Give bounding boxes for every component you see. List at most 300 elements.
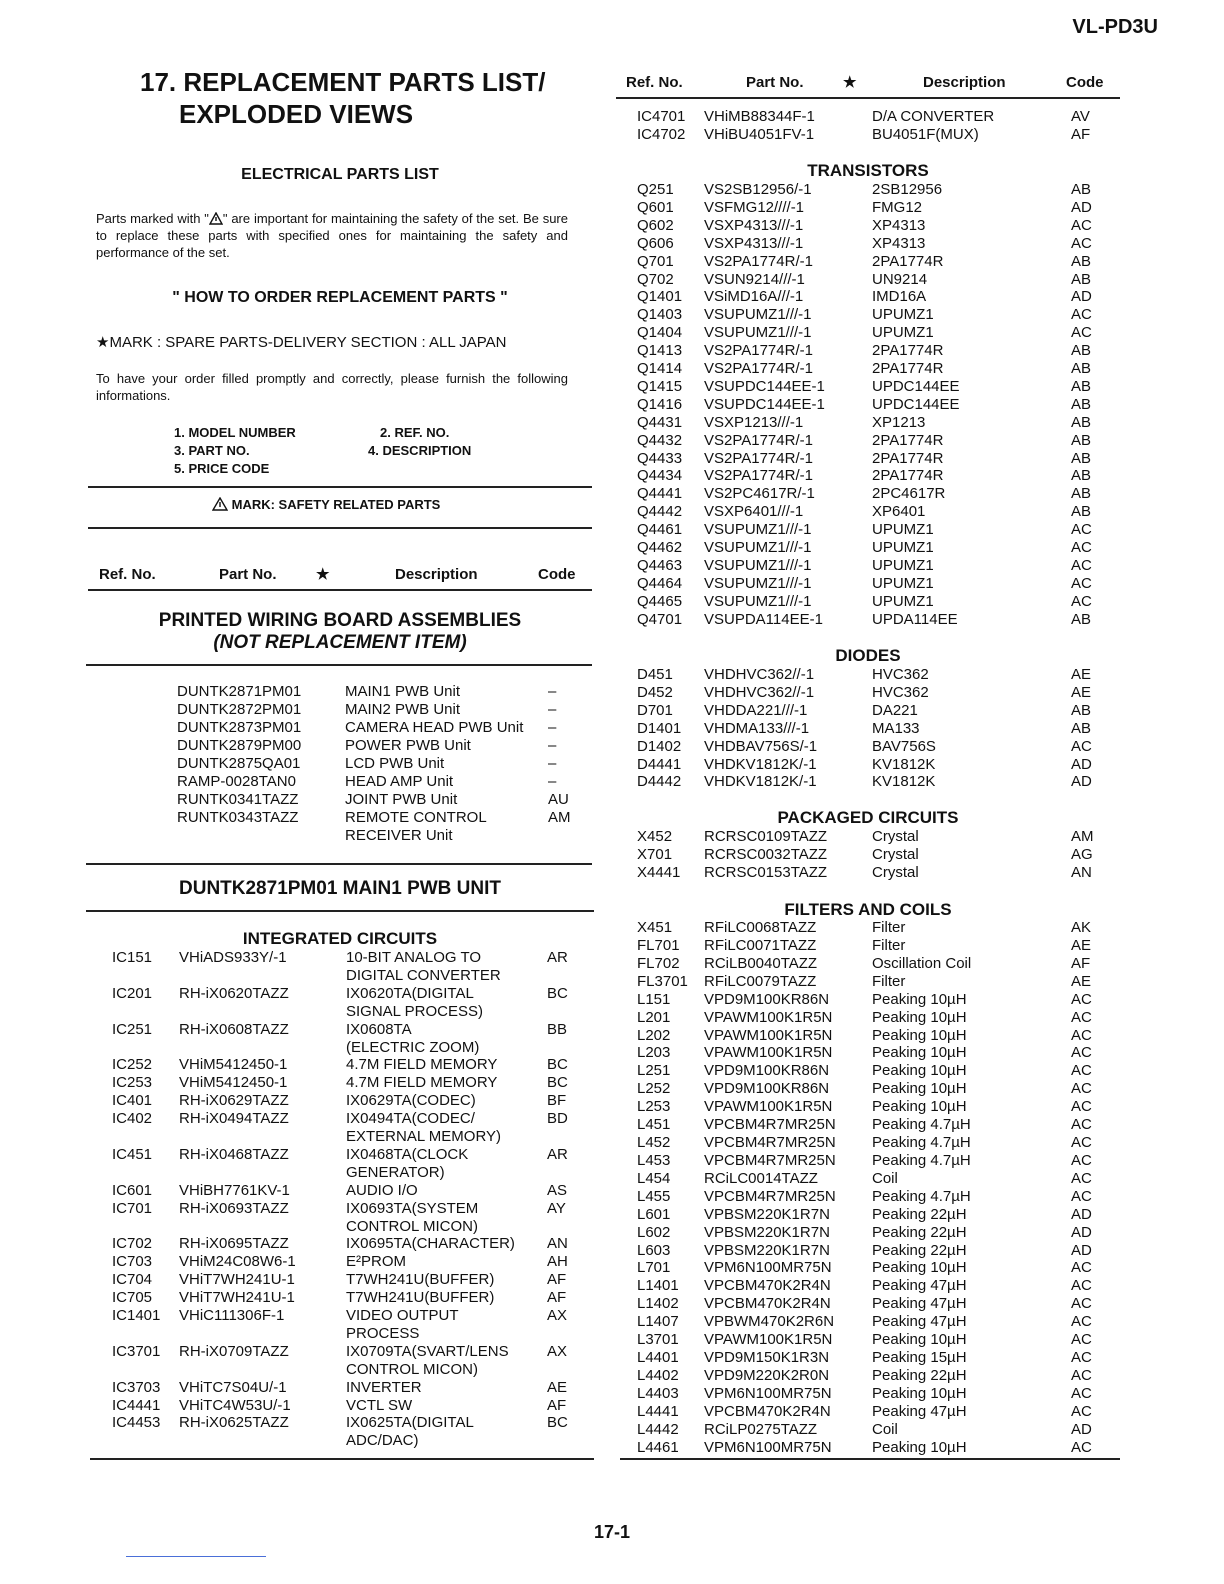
code: AD — [1071, 773, 1092, 791]
part-no: RFiLC0071TAZZ — [704, 936, 817, 954]
description: Peaking 47µH — [872, 1402, 967, 1420]
ref-no: Q4462 — [637, 539, 683, 556]
code: AC — [1071, 216, 1092, 234]
ref-no: Q701 — [637, 252, 674, 270]
description: IX0709TA(SVART/LENS — [346, 1342, 509, 1360]
code: AB — [1071, 431, 1092, 449]
description: 2PA1774R — [872, 252, 944, 270]
ref-no: Q4442 — [637, 503, 683, 521]
ref-no: L4442 — [637, 1420, 679, 1438]
ref-no: L253 — [637, 1098, 671, 1116]
code: AC — [1071, 1134, 1092, 1152]
order-item: 1. MODEL NUMBER — [174, 425, 296, 440]
ref-no: IC3701 — [112, 1342, 161, 1360]
packaged-heading: PACKAGED CIRCUITS — [777, 808, 959, 827]
description: T7WH241U(BUFFER) — [346, 1271, 495, 1289]
order-item: 5. PRICE CODE — [174, 461, 270, 476]
ref-no: IC201 — [112, 984, 153, 1002]
part-no: VS2SB12956/-1 — [704, 181, 812, 198]
ref-no: L203 — [637, 1044, 671, 1062]
ref-no: IC702 — [112, 1235, 153, 1253]
code: AD — [1071, 1420, 1092, 1438]
code: AE — [1071, 683, 1092, 701]
part-no: VSXP1213///-1 — [704, 413, 804, 431]
description: UPDA114EE — [872, 610, 958, 628]
description: Filter — [872, 919, 906, 936]
ref-no: IC251 — [112, 1020, 153, 1038]
code: AB — [1071, 503, 1092, 521]
code: AC — [1071, 306, 1092, 324]
part-no: RH-iX0629TAZZ — [179, 1092, 289, 1110]
description: 2PA1774R — [872, 449, 944, 467]
transistors-heading: TRANSISTORS — [807, 161, 929, 180]
page-number: 17-1 — [593, 1522, 631, 1542]
description: 2PA1774R — [872, 467, 944, 485]
filters-heading: FILTERS AND COILS — [784, 900, 952, 919]
ref-no: L453 — [637, 1151, 671, 1169]
code: AC — [1071, 1169, 1092, 1187]
description: CAMERA HEAD PWB Unit — [345, 719, 524, 736]
ref-no: L451 — [637, 1116, 671, 1134]
description: Peaking 4.7µH — [872, 1151, 971, 1169]
ref-no: Q4434 — [637, 467, 683, 485]
divider — [86, 664, 592, 666]
description: MAIN1 PWB Unit — [345, 683, 461, 700]
code: AC — [1071, 1367, 1092, 1384]
part-no: VSiMD16A///-1 — [704, 288, 804, 306]
code: AC — [1071, 1438, 1092, 1456]
code: AE — [1071, 972, 1092, 990]
ref-no: L4401 — [637, 1349, 679, 1367]
part-no: VSXP6401///-1 — [704, 503, 804, 521]
ref-no: D1401 — [637, 719, 682, 737]
ref-no: L252 — [637, 1080, 671, 1098]
code: AC — [1071, 1116, 1092, 1134]
code: AF — [547, 1271, 567, 1289]
description: Peaking 4.7µH — [872, 1134, 971, 1152]
ref-no: IC252 — [112, 1056, 153, 1074]
part-no: VSUPDC144EE-1 — [704, 395, 825, 413]
part-no: VHDMA133///-1 — [704, 719, 810, 737]
description: ADC/DAC) — [346, 1432, 419, 1450]
order-item: 4. DESCRIPTION — [368, 443, 472, 458]
part-no: VHiM5412450-1 — [179, 1056, 288, 1074]
code: AN — [547, 1235, 568, 1253]
ref-no: L1401 — [637, 1277, 679, 1295]
part-no: VPAWM100K1R5N — [704, 1026, 833, 1044]
ref-no: L4441 — [637, 1402, 679, 1420]
part-no: RH-iX0494TAZZ — [179, 1110, 289, 1128]
code: AC — [1071, 1187, 1092, 1205]
part-no: VSUPUMZ1///-1 — [704, 592, 812, 610]
description: MA133 — [872, 719, 920, 737]
part-no: DUNTK2871PM01 — [177, 683, 302, 700]
furnish-note: To have your order filled promptly and correctly, please furnish the following informations. — [96, 371, 568, 403]
ref-no: L452 — [637, 1134, 671, 1152]
code: AC — [1071, 539, 1092, 556]
part-no: RH-iX0620TAZZ — [179, 984, 289, 1002]
code: AH — [547, 1253, 568, 1271]
code: AU — [548, 791, 569, 808]
title-line-2: EXPLODED VIEWS — [179, 99, 414, 129]
ref-no: L1407 — [637, 1313, 679, 1331]
ref-no: Q1404 — [637, 324, 683, 342]
ref-no: L1402 — [637, 1295, 679, 1313]
code: AC — [1071, 1295, 1092, 1313]
part-no: VHiT7WH241U-1 — [179, 1289, 295, 1307]
code: BC — [547, 1074, 568, 1092]
description: Peaking 10µH — [872, 1044, 967, 1062]
description: Peaking 22µH — [872, 1241, 967, 1259]
description: UPUMZ1 — [872, 521, 934, 539]
ref-no: X452 — [637, 828, 673, 845]
code: AD — [1071, 1223, 1092, 1241]
ref-no: Q4433 — [637, 449, 683, 467]
ref-no: IC3703 — [112, 1378, 161, 1396]
ref-no: D1402 — [637, 737, 682, 755]
ref-no: L151 — [637, 990, 671, 1008]
description: UPUMZ1 — [872, 306, 934, 324]
safety-note: Parts marked with " " are important for maintaining the safety of the set. Be sure to replace these parts with specified ones for maintaining the safety and performance of the set. — [96, 211, 568, 260]
description: UPUMZ1 — [872, 539, 934, 556]
description: 2SB12956 — [872, 181, 943, 198]
ref-no: D452 — [637, 683, 673, 701]
divider — [620, 1458, 1120, 1460]
ref-no: L202 — [637, 1026, 671, 1044]
part-no: VHiM5412450-1 — [179, 1074, 288, 1092]
ref-no: L251 — [637, 1062, 671, 1080]
description: KV1812K — [872, 755, 936, 773]
code: AE — [547, 1378, 568, 1396]
part-no: VS2PA1774R/-1 — [704, 449, 813, 467]
part-no: DUNTK2875QA01 — [177, 755, 301, 772]
ref-no: IC4701 — [637, 108, 686, 125]
description: Peaking 22µH — [872, 1367, 967, 1384]
ref-no: Q4432 — [637, 431, 683, 449]
description: E²PROM — [346, 1253, 406, 1271]
diodes-heading: DIODES — [835, 646, 901, 665]
part-no: VHDBAV756S/-1 — [704, 737, 818, 755]
mark-note: ★MARK : SPARE PARTS-DELIVERY SECTION : ALL JAPAN — [96, 334, 507, 351]
description: XP4313 — [872, 234, 926, 252]
description: Peaking 10µH — [872, 1062, 967, 1080]
part-no: VPBWM470K2R6N — [704, 1313, 835, 1331]
code: AC — [1071, 1151, 1092, 1169]
description: SIGNAL PROCESS) — [346, 1002, 483, 1020]
part-no: VHiTC7S04U/-1 — [179, 1378, 287, 1396]
description: IX0608TA — [346, 1020, 412, 1038]
divider — [90, 1458, 594, 1460]
code: AB — [1071, 181, 1092, 198]
part-no: RH-iX0608TAZZ — [179, 1020, 289, 1038]
description: IX0695TA(CHARACTER) — [346, 1235, 515, 1253]
code: AD — [1071, 288, 1092, 306]
description: INVERTER — [346, 1378, 422, 1396]
ref-no: IC701 — [112, 1199, 153, 1217]
description: XP1213 — [872, 413, 926, 431]
part-no: VSUN9214///-1 — [704, 270, 805, 288]
part-no: DUNTK2872PM01 — [177, 701, 302, 718]
ref-no: X451 — [637, 919, 673, 936]
part-no: VSXP4313///-1 — [704, 234, 804, 252]
description: XP4313 — [872, 216, 926, 234]
ref-no: Q606 — [637, 234, 674, 252]
code: AD — [1071, 755, 1092, 773]
code: AN — [1071, 863, 1092, 881]
part-no: VSXP4313///-1 — [704, 216, 804, 234]
part-no: VHiMB88344F-1 — [704, 108, 815, 125]
ref-no: Q1416 — [637, 395, 683, 413]
description: Crystal — [872, 828, 919, 845]
part-no: VPD9M150K1R3N — [704, 1349, 830, 1367]
description: JOINT PWB Unit — [345, 791, 458, 808]
part-no: VSUPUMZ1///-1 — [704, 539, 812, 556]
code: AC — [1071, 1044, 1092, 1062]
ref-no: L701 — [637, 1259, 671, 1277]
part-no: VHDDA221///-1 — [704, 701, 808, 719]
description: AUDIO I/O — [346, 1181, 418, 1199]
description: 2PA1774R — [872, 360, 944, 377]
description: UPUMZ1 — [872, 592, 934, 610]
description: Crystal — [872, 845, 919, 863]
code: – — [548, 773, 557, 790]
ref-no: Q251 — [637, 181, 674, 198]
description: UN9214 — [872, 270, 928, 288]
description: 2PA1774R — [872, 431, 944, 449]
description: HEAD AMP Unit — [345, 773, 454, 790]
part-no: VS2PA1774R/-1 — [704, 467, 813, 485]
part-no: RCRSC0109TAZZ — [704, 828, 828, 845]
code: AB — [1071, 413, 1092, 431]
part-no: VPD9M100KR86N — [704, 1080, 830, 1098]
part-no: VPBSM220K1R7N — [704, 1223, 830, 1241]
ref-no: L3701 — [637, 1331, 679, 1349]
ref-no: IC451 — [112, 1145, 153, 1163]
ref-no: X4441 — [637, 863, 681, 881]
code: AB — [1071, 342, 1092, 360]
part-no: VPAWM100K1R5N — [704, 1098, 833, 1116]
description: VIDEO OUTPUT — [346, 1307, 459, 1324]
code: BC — [547, 1414, 568, 1432]
part-no: VS2PC4617R/-1 — [704, 485, 815, 503]
code: AF — [1071, 126, 1091, 143]
description: POWER PWB Unit — [345, 737, 471, 754]
code: AC — [1071, 1062, 1092, 1080]
part-no: VPAWM100K1R5N — [704, 1044, 833, 1062]
code: AC — [1071, 324, 1092, 342]
link-underline — [126, 1556, 266, 1557]
ref-no: IC601 — [112, 1181, 153, 1199]
description: UPUMZ1 — [872, 324, 934, 342]
part-no: RUNTK0343TAZZ — [177, 809, 299, 826]
part-no: VPM6N100MR75N — [704, 1438, 832, 1456]
code: BC — [547, 984, 568, 1002]
code: AC — [1071, 1384, 1092, 1402]
code: – — [548, 719, 557, 736]
part-no: VPBSM220K1R7N — [704, 1205, 830, 1223]
code: AB — [1071, 360, 1092, 377]
code: AR — [547, 949, 568, 966]
ref-no: FL702 — [637, 954, 680, 972]
code: – — [548, 755, 557, 772]
code: AV — [1071, 108, 1090, 125]
part-no: VS2PA1774R/-1 — [704, 360, 813, 377]
ref-no: IC704 — [112, 1271, 153, 1289]
description: Peaking 22µH — [872, 1205, 967, 1223]
code: AB — [1071, 485, 1092, 503]
part-no: RH-iX0625TAZZ — [179, 1414, 289, 1432]
how-to-order-heading: " HOW TO ORDER REPLACEMENT PARTS " — [172, 289, 508, 306]
ref-no: D701 — [637, 701, 673, 719]
code: AD — [1071, 1241, 1092, 1259]
part-no: VPBSM220K1R7N — [704, 1241, 830, 1259]
part-no: VPD9M100KR86N — [704, 1062, 830, 1080]
code: – — [548, 737, 557, 754]
safety-mark-note: MARK: SAFETY RELATED PARTS — [212, 497, 440, 512]
part-no: VHiBH7761KV-1 — [179, 1181, 290, 1199]
part-no: RCRSC0153TAZZ — [704, 863, 828, 881]
code: AK — [1071, 919, 1092, 936]
description: Crystal — [872, 863, 919, 881]
ref-no: IC705 — [112, 1289, 153, 1307]
code: AF — [1071, 954, 1091, 972]
description: XP6401 — [872, 503, 926, 521]
description: Peaking 10µH — [872, 1008, 967, 1026]
description: (ELECTRIC ZOOM) — [346, 1038, 480, 1056]
part-no: RFiLC0068TAZZ — [704, 919, 817, 936]
part-no: VPCBM4R7MR25N — [704, 1134, 836, 1152]
ref-no: Q4701 — [637, 610, 683, 628]
code: AB — [1071, 701, 1092, 719]
description: KV1812K — [872, 773, 936, 791]
ref-no: L4402 — [637, 1367, 679, 1384]
ref-no: L4461 — [637, 1438, 679, 1456]
code: AM — [548, 809, 571, 826]
part-no: RH-iX0709TAZZ — [179, 1342, 289, 1360]
part-no: RAMP-0028TAN0 — [177, 773, 296, 790]
ref-no: IC151 — [112, 949, 153, 966]
description: UPUMZ1 — [872, 556, 934, 574]
code: AC — [1071, 1331, 1092, 1349]
ref-no: L201 — [637, 1008, 671, 1026]
code: AC — [1071, 1098, 1092, 1116]
part-no: VPAWM100K1R5N — [704, 1331, 833, 1349]
part-no: VPCBM470K2R4N — [704, 1295, 831, 1313]
description: Peaking 10µH — [872, 990, 967, 1008]
part-no: VPCBM4R7MR25N — [704, 1116, 836, 1134]
part-no: VPAWM100K1R5N — [704, 1008, 833, 1026]
description: Oscillation Coil — [872, 954, 972, 972]
code: AC — [1071, 1008, 1092, 1026]
description: 2PC4617R — [872, 485, 946, 503]
code: AD — [1071, 198, 1092, 216]
description: DA221 — [872, 701, 918, 719]
part-no: VSUPUMZ1///-1 — [704, 521, 812, 539]
ref-no: L603 — [637, 1241, 671, 1259]
part-no: VPM6N100MR75N — [704, 1259, 832, 1277]
description: IX0693TA(SYSTEM — [346, 1199, 479, 1217]
description: MAIN2 PWB Unit — [345, 701, 461, 718]
part-no: RH-iX0693TAZZ — [179, 1199, 289, 1217]
ref-no: D451 — [637, 666, 673, 683]
code: AC — [1071, 234, 1092, 252]
description: VCTL SW — [346, 1396, 413, 1414]
code: AX — [547, 1307, 568, 1324]
code: AS — [547, 1181, 568, 1199]
ref-no: D4442 — [637, 773, 682, 791]
code: AC — [1071, 574, 1092, 592]
description: Peaking 4.7µH — [872, 1187, 971, 1205]
description: UPDC144EE — [872, 377, 960, 395]
code: AF — [547, 1289, 567, 1307]
ref-no: Q602 — [637, 216, 674, 234]
description: GENERATOR) — [346, 1163, 445, 1181]
description: Filter — [872, 936, 906, 954]
part-no: VPD9M220K2R0N — [704, 1367, 830, 1384]
code: – — [548, 683, 557, 700]
description: 10-BIT ANALOG TO — [346, 949, 482, 966]
description: IX0468TA(CLOCK — [346, 1145, 469, 1163]
description: BAV756S — [872, 737, 936, 755]
page-title — [140, 66, 545, 130]
ref-no: Q1403 — [637, 306, 683, 324]
part-no: RCRSC0032TAZZ — [704, 845, 828, 863]
description: Coil — [872, 1420, 898, 1438]
section-subtitle: ELECTRICAL PARTS LIST — [241, 166, 439, 183]
description: Peaking 47µH — [872, 1277, 967, 1295]
code: AC — [1071, 1080, 1092, 1098]
code: AB — [1071, 252, 1092, 270]
part-no: VHiTC4W53U/-1 — [179, 1396, 291, 1414]
description: HVC362 — [872, 666, 929, 683]
description: Coil — [872, 1169, 898, 1187]
description: Peaking 10µH — [872, 1098, 967, 1116]
ref-no: Q1415 — [637, 377, 683, 395]
description: LCD PWB Unit — [345, 755, 445, 772]
code: BC — [547, 1056, 568, 1074]
code: AR — [547, 1145, 568, 1163]
part-no: VPM6N100MR75N — [704, 1384, 832, 1402]
warning-triangle-icon — [212, 497, 228, 511]
code: AC — [1071, 1402, 1092, 1420]
description: Peaking 22µH — [872, 1223, 967, 1241]
code: AC — [1071, 737, 1092, 755]
code: BD — [547, 1110, 568, 1128]
divider — [88, 527, 592, 529]
description: CONTROL MICON) — [346, 1360, 478, 1378]
code: AB — [1071, 270, 1092, 288]
description: IX0494TA(CODEC/ — [346, 1110, 475, 1128]
description: EXTERNAL MEMORY) — [346, 1128, 502, 1145]
code: AB — [1071, 377, 1092, 395]
ref-no: L601 — [637, 1205, 671, 1223]
ref-no: Q4461 — [637, 521, 683, 539]
main1-heading: DUNTK2871PM01 MAIN1 PWB UNIT — [179, 878, 501, 899]
code: AE — [1071, 936, 1092, 954]
part-no: VSUPUMZ1///-1 — [704, 324, 812, 342]
part-no: VHiADS933Y/-1 — [179, 949, 287, 966]
part-no: VHiBU4051FV-1 — [704, 126, 815, 143]
code: AB — [1071, 467, 1092, 485]
part-no: RCiLP0275TAZZ — [704, 1420, 818, 1438]
divider — [616, 97, 1120, 99]
part-no: VHDKV1812K/-1 — [704, 773, 817, 791]
description: Peaking 15µH — [872, 1349, 967, 1367]
code: AE — [1071, 666, 1092, 683]
description: HVC362 — [872, 683, 929, 701]
description: Peaking 47µH — [872, 1295, 967, 1313]
ref-no: Q1401 — [637, 288, 683, 306]
